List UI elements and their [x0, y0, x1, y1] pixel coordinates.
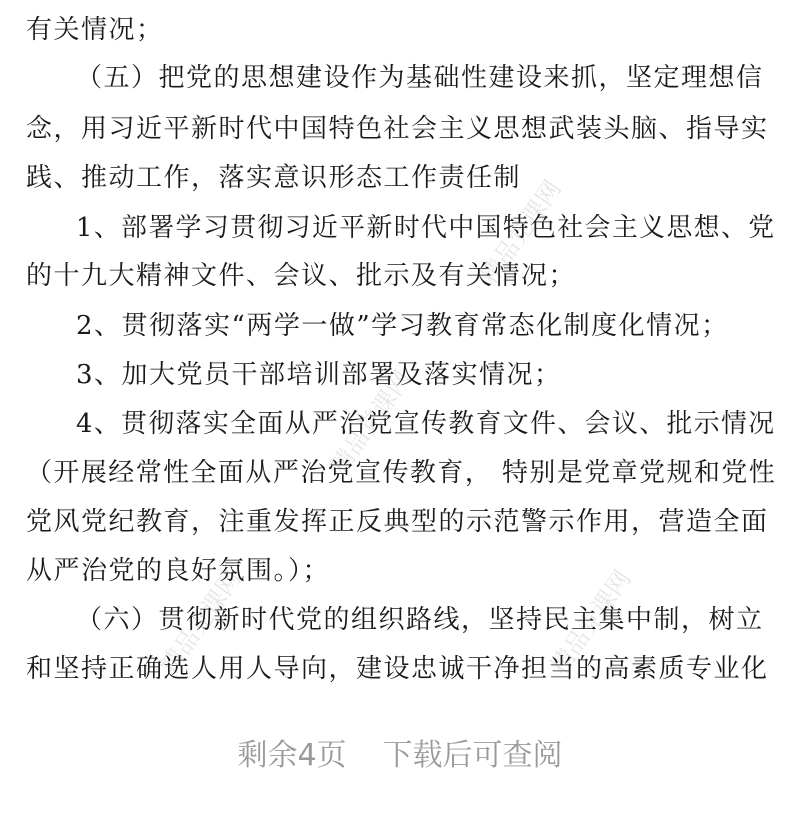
text-line: （五）把党的思想建设作为基础性建设来抓，坚定理想信: [76, 63, 764, 93]
watermark-2: 精品党课网: [324, 365, 417, 480]
text-line: （开展经常性全面从严治党宣传教育， 特别是党章党规和党性: [26, 458, 777, 488]
text-line: 党风党纪教育，注重发挥正反典型的示范警示作用，营造全面: [26, 507, 769, 537]
text-line: 4、贯彻落实全面从严治党宣传教育文件、会议、批示情况: [76, 409, 776, 439]
remaining-pages-label: 剩余4页: [237, 738, 347, 773]
text-line: 有关情况；: [26, 15, 164, 45]
text-line: 践、推动工作，落实意识形态工作责任制: [26, 163, 522, 193]
watermark-3: 精品党课网: [544, 565, 637, 680]
text-line: 2、贯彻落实“两学一做”学习教育常态化制度化情况；: [76, 311, 729, 341]
download-prompt-label: 下载后可查阅: [382, 738, 563, 773]
text-line: 和坚持正确选人用人导向，建设忠诚干净担当的高素质专业化: [26, 654, 769, 684]
text-line: 从严治党的良好氛围。）；: [26, 556, 331, 586]
watermark-1: 精品党课网: [474, 175, 567, 290]
text-line: （六）贯彻新时代党的组织路线，坚持民主集中制，树立: [76, 605, 764, 635]
watermark-4: 精品党课网: [154, 565, 247, 680]
text-line: 的十九大精神文件、会议、批示及有关情况；: [26, 261, 577, 291]
text-line: 3、加大党员干部培训部署及落实情况；: [76, 360, 562, 390]
text-line: 1、部署学习贯彻习近平新时代中国特色社会主义思想、党: [76, 213, 776, 243]
text-line: 念，用习近平新时代中国特色社会主义思想武装头脑、指导实: [26, 114, 769, 144]
download-notice[interactable]: [0, 736, 800, 776]
